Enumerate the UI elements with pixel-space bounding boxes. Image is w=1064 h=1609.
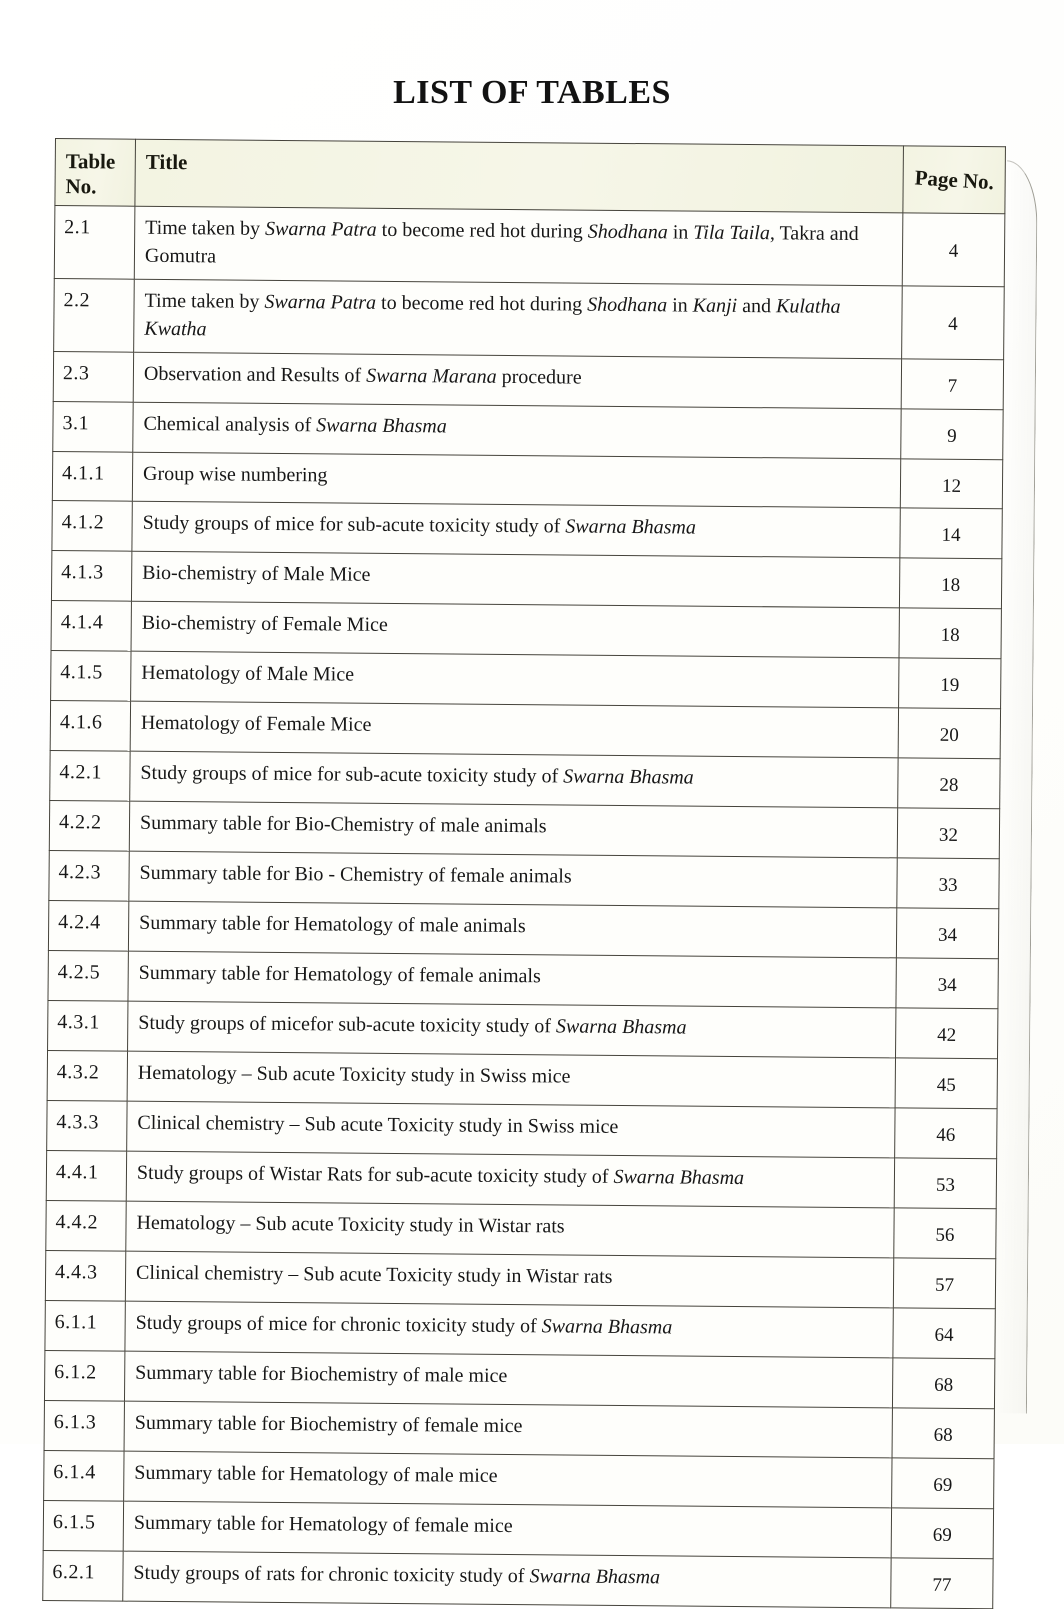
table-no-cell: 4.1.2 <box>52 501 132 552</box>
title-cell: Study groups of micefor sub-acute toxicity study of Swarna Bhasma <box>128 1001 896 1058</box>
title-cell: Observation and Results of Swarna Marana procedure <box>133 352 901 409</box>
table-row <box>54 206 1005 287</box>
page-no-cell: 9 <box>901 408 1003 459</box>
title-cell: Summary table for Bio-Chemistry of male animals <box>129 801 897 858</box>
table-no-cell: 2.1 <box>54 206 135 279</box>
table-row <box>52 451 1002 509</box>
page-no-cell: 33 <box>897 858 999 909</box>
page-no-cell: 68 <box>892 1358 994 1409</box>
table-row <box>44 1350 994 1408</box>
table-no-cell: 4.4.2 <box>46 1200 126 1251</box>
table-no-cell: 4.2.2 <box>49 801 129 852</box>
table-no-cell: 3.1 <box>53 401 133 452</box>
page-no-cell: 18 <box>899 558 1001 609</box>
table-row <box>51 601 1001 659</box>
title-cell: Time taken by Swarna Patra to become red hot during Shodhana in Kanji and Kulatha Kwatha <box>134 279 903 358</box>
page-no-cell: 64 <box>893 1308 995 1359</box>
header-title: Title <box>135 139 904 213</box>
table-row <box>49 851 999 909</box>
table-row <box>48 1001 998 1059</box>
list-of-tables-container <box>42 138 1005 1609</box>
table-no-cell: 4.1.3 <box>51 551 131 602</box>
table-row <box>50 751 1000 809</box>
table-row <box>47 1051 997 1109</box>
page-no-cell: 34 <box>896 908 998 959</box>
page-no-cell: 69 <box>892 1458 994 1509</box>
table-row <box>46 1151 996 1209</box>
page-no-cell: 14 <box>900 508 1002 559</box>
table-no-cell: 4.1.1 <box>52 451 132 502</box>
table-row <box>53 401 1003 459</box>
table-no-cell: 4.4.3 <box>45 1250 125 1301</box>
title-cell: Chemical analysis of Swarna Bhasma <box>133 402 901 459</box>
page-no-cell: 20 <box>898 708 1000 759</box>
table-no-cell: 4.2.3 <box>49 851 129 902</box>
table-no-cell: 6.1.1 <box>45 1300 125 1351</box>
page-no-cell: 34 <box>896 958 998 1009</box>
table-no-cell: 4.1.5 <box>51 651 131 702</box>
table-no-cell: 6.1.3 <box>44 1400 124 1451</box>
table-no-cell: 4.2.1 <box>50 751 130 802</box>
page-no-cell: 19 <box>899 658 1001 709</box>
title-cell: Summary table for Hematology of male animals <box>128 901 896 958</box>
table-no-cell: 6.2.1 <box>43 1550 123 1601</box>
title-cell: Clinical chemistry – Sub acute Toxicity study in Wistar rats <box>125 1251 893 1308</box>
table-row <box>51 651 1001 709</box>
table-no-cell: 2.3 <box>53 351 133 402</box>
title-cell: Hematology – Sub acute Toxicity study in Wistar rats <box>126 1201 894 1258</box>
header-page-no <box>903 146 1006 214</box>
table-no-cell: 4.4.1 <box>46 1151 126 1202</box>
table-no-cell: 4.3.1 <box>48 1001 128 1052</box>
table-row <box>53 351 1003 409</box>
table-no-cell: 4.2.5 <box>48 951 128 1002</box>
table-row <box>47 1101 997 1159</box>
title-cell: Study groups of Wistar Rats for sub-acute toxicity study of Swarna Bhasma <box>126 1151 894 1208</box>
table-row <box>44 1450 994 1508</box>
table-row <box>51 551 1001 609</box>
title-cell: Study groups of rats for chronic toxicity study of Swarna Bhasma <box>123 1551 891 1608</box>
page-no-cell: 57 <box>893 1258 995 1309</box>
table-row <box>52 501 1002 559</box>
table-no-cell: 6.1.5 <box>43 1500 123 1551</box>
title-cell: Summary table for Hematology of female mice <box>123 1501 891 1558</box>
page-no-cell: 53 <box>894 1158 996 1209</box>
header-page-no-label: Page No. <box>913 164 995 194</box>
table-no-cell: 4.3.2 <box>47 1051 127 1102</box>
table-no-cell: 4.2.4 <box>48 901 128 952</box>
title-cell: Summary table for Hematology of female animals <box>128 951 896 1008</box>
page-no-cell: 45 <box>895 1058 997 1109</box>
page-no-cell: 18 <box>899 608 1001 659</box>
title-cell: Summary table for Biochemistry of male mice <box>124 1351 892 1408</box>
list-of-tables-body <box>43 206 1005 1609</box>
page-title: LIST OF TABLES <box>393 74 671 111</box>
table-no-cell: 6.1.2 <box>44 1350 124 1401</box>
title-cell: Study groups of mice for sub-acute toxicity study of Swarna Bhasma <box>132 502 900 559</box>
page-no-cell: 7 <box>901 358 1003 409</box>
table-row <box>45 1300 995 1358</box>
title-cell: Clinical chemistry – Sub acute Toxicity study in Swiss mice <box>127 1101 895 1158</box>
title-cell: Hematology – Sub acute Toxicity study in Swiss mice <box>127 1051 895 1108</box>
page-no-cell: 42 <box>896 1008 998 1059</box>
table-row <box>49 801 999 859</box>
table-no-cell: 4.3.3 <box>47 1101 127 1152</box>
table-no-cell: 4.1.4 <box>51 601 131 652</box>
page-no-cell: 77 <box>891 1558 993 1609</box>
title-cell: Summary table for Biochemistry of female mice <box>124 1401 892 1458</box>
table-row <box>48 901 998 959</box>
table-row <box>54 278 1005 359</box>
page-no-cell: 32 <box>897 808 999 859</box>
page-no-cell: 12 <box>900 458 1002 509</box>
title-cell: Hematology of Male Mice <box>131 652 899 709</box>
list-of-tables <box>42 138 1006 1609</box>
title-cell: Hematology of Female Mice <box>130 702 898 759</box>
page-no-cell: 46 <box>895 1108 997 1159</box>
title-cell: Summary table for Hematology of male mice <box>124 1451 892 1508</box>
page-no-cell: 4 <box>902 286 1005 360</box>
title-cell: Study groups of mice for chronic toxicity study of Swarna Bhasma <box>125 1301 893 1358</box>
title-cell: Group wise numbering <box>132 452 900 509</box>
header-table-no: Table No. <box>55 139 136 207</box>
page-no-cell: 4 <box>902 213 1005 287</box>
page-no-cell: 28 <box>898 758 1000 809</box>
title-cell: Bio-chemistry of Male Mice <box>131 552 899 609</box>
table-row <box>46 1200 996 1258</box>
table-row <box>43 1550 993 1608</box>
table-no-cell: 2.2 <box>54 278 135 351</box>
table-row <box>44 1400 994 1458</box>
table-row <box>45 1250 995 1308</box>
table-row <box>50 701 1000 759</box>
table-no-cell: 6.1.4 <box>44 1450 124 1501</box>
title-cell: Bio-chemistry of Female Mice <box>131 602 899 659</box>
title-cell: Summary table for Bio - Chemistry of female animals <box>129 851 897 908</box>
title-cell: Time taken by Swarna Patra to become red hot during Shodhana in Tila Taila, Takra and Gomutra <box>134 206 903 285</box>
table-header-row <box>55 139 1006 214</box>
table-row <box>48 951 998 1009</box>
page-no-cell: 68 <box>892 1408 994 1459</box>
page-no-cell: 56 <box>894 1208 996 1259</box>
table-row <box>43 1500 993 1558</box>
table-no-cell: 4.1.6 <box>50 701 130 752</box>
page-no-cell: 69 <box>891 1508 993 1559</box>
title-cell: Study groups of mice for sub-acute toxicity study of Swarna Bhasma <box>130 751 898 808</box>
